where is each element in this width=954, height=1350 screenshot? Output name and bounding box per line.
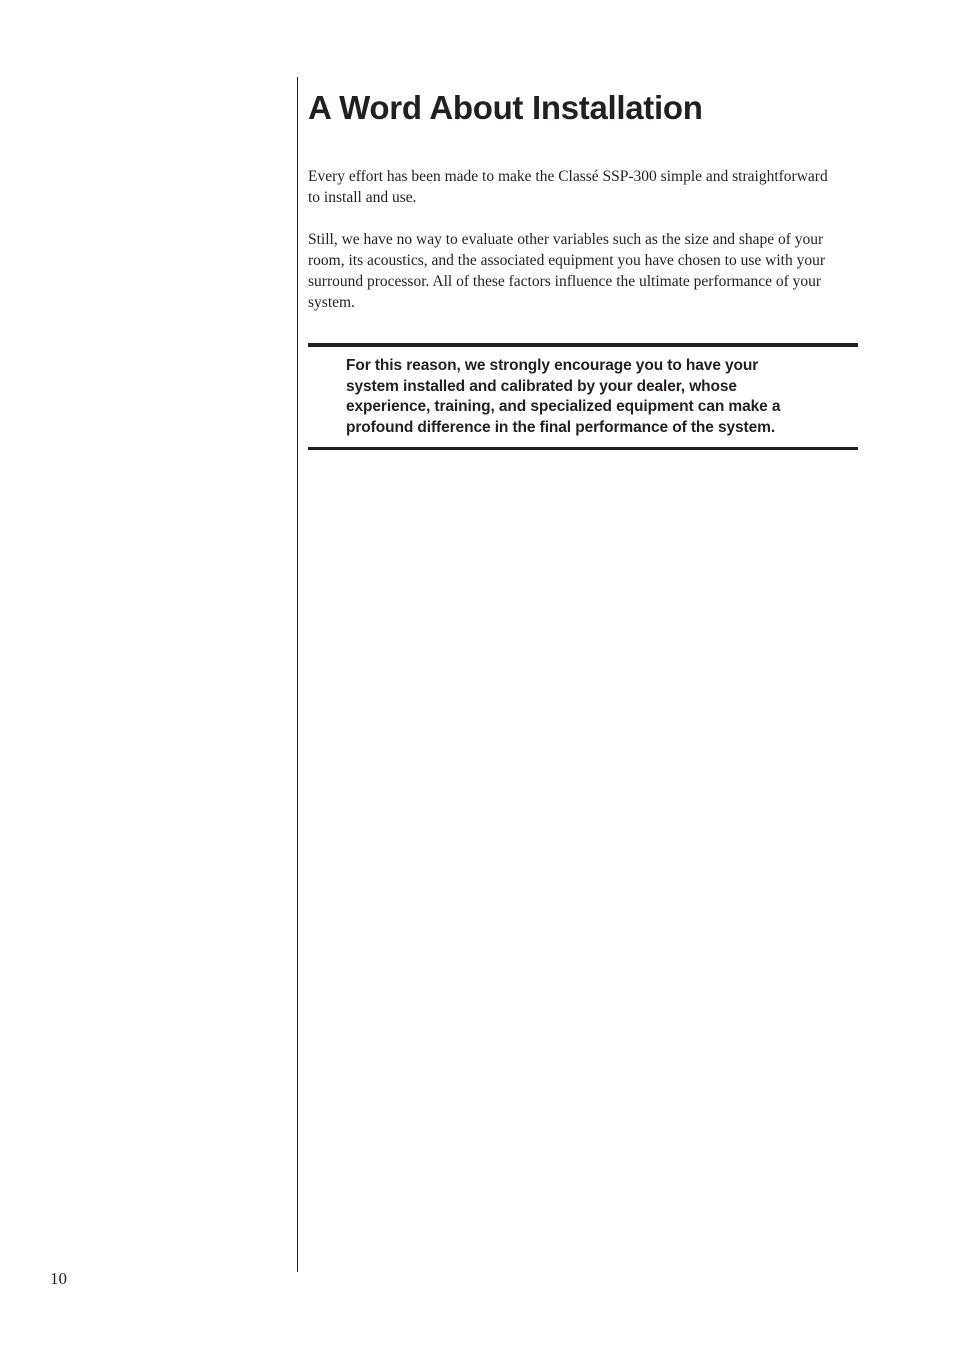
paragraph-variables: Still, we have no way to evaluate other variables such as the size and shape of your room, its acoustics, and the associated equipment you have chosen to use with your surround processor. All of these factors influence the ultimate performance of your system. [308,231,825,311]
page-title: A Word About Installation [308,89,703,126]
callout-box [308,343,858,450]
paragraph-intro: Every effort has been made to make the Classé SSP-300 simple and straightforward to install and use. [308,168,828,206]
main-content [308,88,858,450]
callout-text: For this reason, we strongly encourage you to have your system installed and calibrated by your dealer, whose experience, training, and specialized equipment can make a profound difference in the final performance of the system. [346,357,781,437]
margin-rule [297,77,298,1272]
page-number: 10 [50,1269,67,1288]
